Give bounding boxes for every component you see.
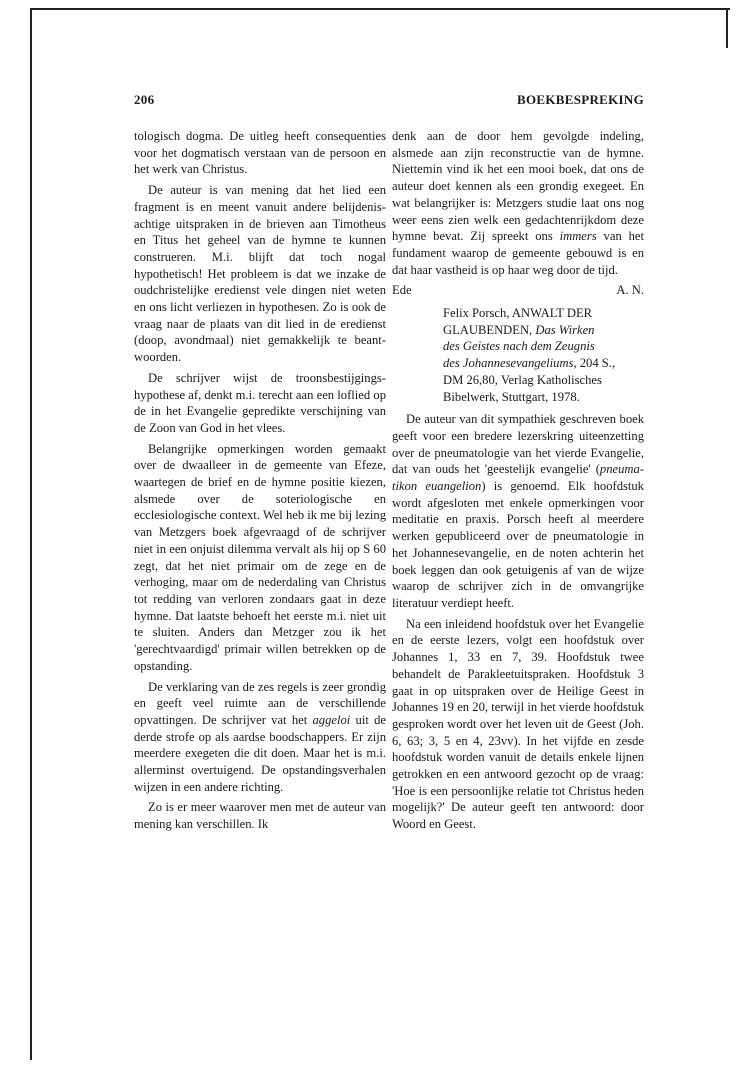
paragraph: De schrijver wijst de troonsbestijgingshypothese af, denkt m.i. terecht aan een loflied op de in het Evangelie gepredikte verschijning van de Zoon van God in het vlees. <box>134 370 386 435</box>
italic-term: immers <box>559 229 597 244</box>
paragraph: Na een inleidend hoofdstuk over het Evangelie en de eerste lezers, volgt een hoofdstuk over Johannes 1, 33 en 7, 39. Hoofdstuk twee behandelt de Parakleetuitspraken. Hoofdstuk 3 gaat in op uitspraken over de Heilige Geest in Johannes 19 en 20, terwijl in het vierde hoofdstuk gesproken wordt over het leven uit de Geest (Joh. 6, 63; 3, 5 en 4, 23vv). In het vijfde en zesde hoofdstuk worden vanuit de details enkele lijnen getrokken en een antwoord gezocht op de vraag: 'Hoe is een persoonlijke relatie tot Christus heden mogelijk?' De auteur geeft ten antwoord: door Woord en Geest. <box>392 616 644 832</box>
page-number: 206 <box>134 92 155 107</box>
paragraph-text: uit de derde strofe op als aardse boodschappers. Er zijn meerdere exegeten die dit doen. Maar het is m.i. allerminst overtuigend. De opstandingsverhalen wijzen in een andere richting. <box>134 712 386 794</box>
citation-line <box>443 322 644 339</box>
citation-line: Bibelwerk, Stuttgart, 1978. <box>443 389 580 404</box>
citation-italic: des Johannesevangeliums, <box>443 356 577 371</box>
citation-line: DM 26,80, Verlag Katholisches <box>443 372 602 387</box>
page-border-left <box>30 8 32 1060</box>
paragraph <box>392 128 644 278</box>
paragraph <box>134 679 386 796</box>
running-head <box>134 92 644 110</box>
paragraph: Belangrijke opmerkingen worden gemaakt over de dwaalleer in de gemeente van Efeze, waartegen de brief en de hymne positie kiezen, alsmede over de soteriologische en ecclesiologische context. Wel heb ik me bij lezing van Metzgers boek afgevraagd of de schrijver niet in een onjuist dilemma vervalt als hij op S 60 zegt, dat het niet primair om de zege en de verhoging, maar om de nederdaling van Christus tot redding van verloren zondaars gaat in deze hymne. Dat laatste behoeft het eerste m.i. niet uit te sluiten. Anders dan Metzger zou ik het 'gerechtvaardigd' primair willen betrekken op de opstanding. <box>134 441 386 673</box>
section-title: BOEKBESPREKING <box>516 92 644 107</box>
citation-line: des Geistes nach dem Zeugnis <box>443 339 595 354</box>
page-border-top <box>30 8 730 10</box>
citation-text: GLAUBENDEN, <box>443 322 536 337</box>
reviewer-signature <box>392 282 644 299</box>
left-column <box>134 128 386 837</box>
page-border-right <box>726 8 728 48</box>
right-column <box>392 128 644 837</box>
paragraph-text: denk aan de door hem gevolgde indeling, alsmede aan zijn reconstructie van de hymne. Niettemin vind ik het een mooi boek, dat ons de auteur doet kennen als een grondig exegeet. En wat belangrijker is: Metzgers studie laat ons nog weer eens zien welk een gedachtenrijkdom deze hymne bevat. Zij spreekt ons <box>392 129 644 244</box>
citation-italic: Das Wirken <box>535 322 595 337</box>
paragraph: tologisch dogma. De uitleg heeft consequenties voor het dogmatisch verstaan van de persoon en het werk van Christus. <box>134 129 386 177</box>
signature-place: Ede <box>392 283 412 298</box>
paragraph: Zo is er meer waarover men met de auteur van mening kan verschillen. Ik <box>134 800 386 832</box>
paragraph-text: ) is genoemd. Elk hoofdstuk wordt afgesloten met enkele opmerkingen voor meditatie en praxis. Porsch heeft al meerdere werken gepubliceerd over de pneumatologie in het Johannesevangelie, en de noten achterin het boek leggen dan ook getuigenis af van de wijze waarop de schrijver zich in de omvangrijke literatuur verdiept heeft. <box>392 479 644 610</box>
paragraph: De auteur is van mening dat het lied een fragment is en meent vanuit andere belijdenis-achtige uitspraken in de brieven aan Timotheus en Titus het geheel van de hymne te kunnen construeren. M.i. blijft dat toch nogal hypothetisch! Het probleem is dat we inzake de oudchristelijke eredienst vele dingen niet weten en ons licht verliezen in hypothesen. Zo is ook de vraag naar de plaats van dit lied in de eredienst (doop, avondmaal) niet gemakkelijk te beantwoorden. <box>134 183 386 365</box>
book-citation <box>443 305 644 405</box>
citation-line: Felix Porsch, ANWALT DER <box>443 306 593 321</box>
citation-line <box>443 355 644 372</box>
paragraph <box>392 411 644 611</box>
paragraph-text: van het fundament waarop de gemeente gebouwd is en dat haar vastheid is op haar weg door de tijd. <box>392 229 644 277</box>
paragraph-text: De verklaring van de zes regels is zeer grondig en geeft veel ruimte aan de verschillende opvattingen. De schrijver vat het <box>134 679 386 727</box>
paragraph-text: De auteur van dit sympathiek geschreven boek geeft voor een bredere lezerskring uiteenzetting over de pneumatologie van het vierde Evangelie, dat van ouds het 'geestelijk evangelie' ( <box>392 412 644 477</box>
citation-text: 204 S., <box>576 356 616 371</box>
italic-term: aggeloi <box>312 712 351 727</box>
signature-initials: A. N. <box>616 283 644 298</box>
italic-term: pneumatikon euangelion <box>392 462 644 494</box>
